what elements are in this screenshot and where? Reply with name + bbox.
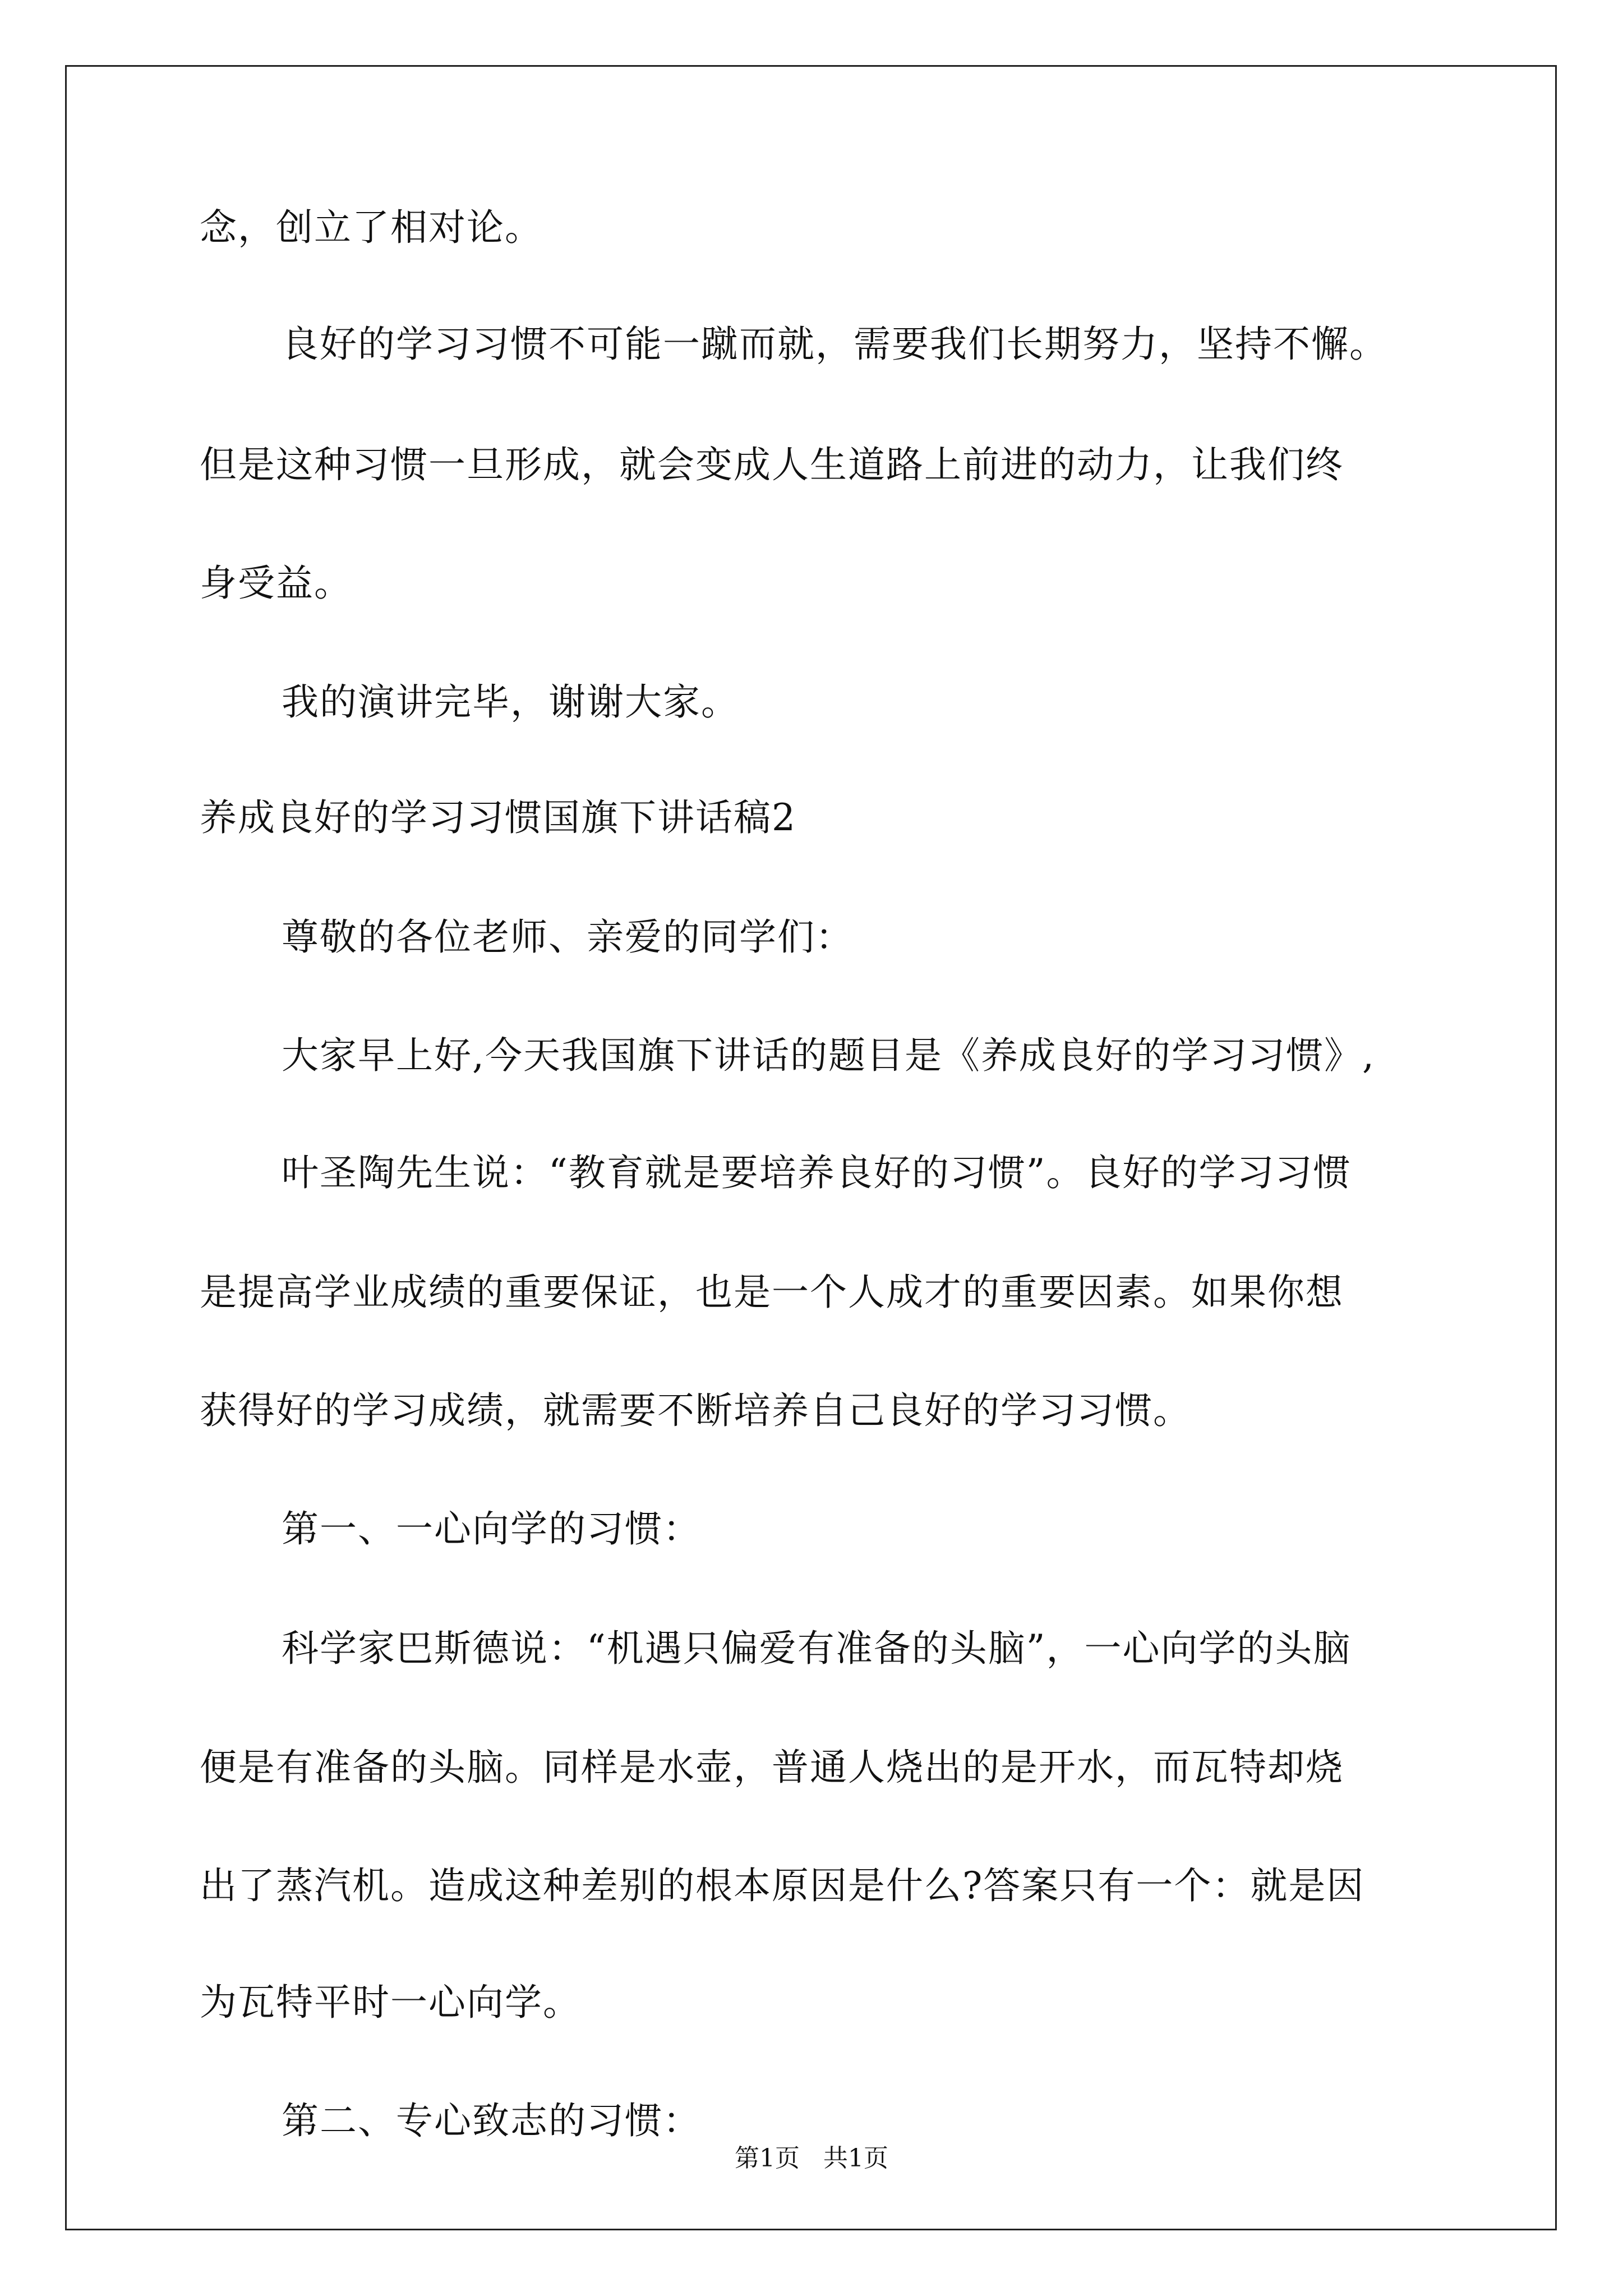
paragraph-line: 我的演讲完毕，谢谢大家。 bbox=[282, 680, 739, 724]
paragraph-line: 身受益。 bbox=[200, 562, 352, 605]
section-heading: 养成良好的学习习惯国旗下讲话稿2 bbox=[200, 796, 796, 839]
paragraph-line: 大家早上好,今天我国旗下讲话的题目是《养成良好的学习习惯》, bbox=[282, 1034, 1375, 1077]
paragraph-line: 是提高学业成绩的重要保证，也是一个人成才的重要因素。如果你想 bbox=[200, 1271, 1344, 1314]
paragraph-line: 出了蒸汽机。造成这种差别的根本原因是什么?答案只有一个：就是因 bbox=[200, 1864, 1365, 1907]
paragraph-line: 叶圣陶先生说：“教育就是要培养良好的习惯”。良好的学习习惯 bbox=[282, 1151, 1352, 1194]
paragraph-line: 为瓦特平时一心向学。 bbox=[200, 1981, 581, 2024]
paragraph-line: 获得好的学习成绩，就需要不断培养自己良好的学习习惯。 bbox=[200, 1389, 1191, 1432]
page-footer: 第1页 共1页 bbox=[735, 2144, 888, 2173]
paragraph-line: 尊敬的各位老师、亲爱的同学们： bbox=[282, 915, 854, 959]
paragraph-line: 良好的学习习惯不可能一蹴而就，需要我们长期努力，坚持不懈。 bbox=[282, 323, 1387, 366]
paragraph-line: 科学家巴斯德说：“机遇只偏爱有准备的头脑”，一心向学的头脑 bbox=[282, 1627, 1352, 1670]
paragraph-line: 便是有准备的头脑。同样是水壶，普通人烧出的是开水，而瓦特却烧 bbox=[200, 1746, 1344, 1789]
paragraph-line: 念，创立了相对论。 bbox=[200, 206, 543, 249]
paragraph-line: 第一、一心向学的习惯： bbox=[282, 1507, 701, 1550]
paragraph-line: 但是这种习惯一旦形成，就会变成人生道路上前进的动力，让我们终 bbox=[200, 443, 1344, 486]
paragraph-line: 第二、专心致志的习惯： bbox=[282, 2099, 701, 2142]
